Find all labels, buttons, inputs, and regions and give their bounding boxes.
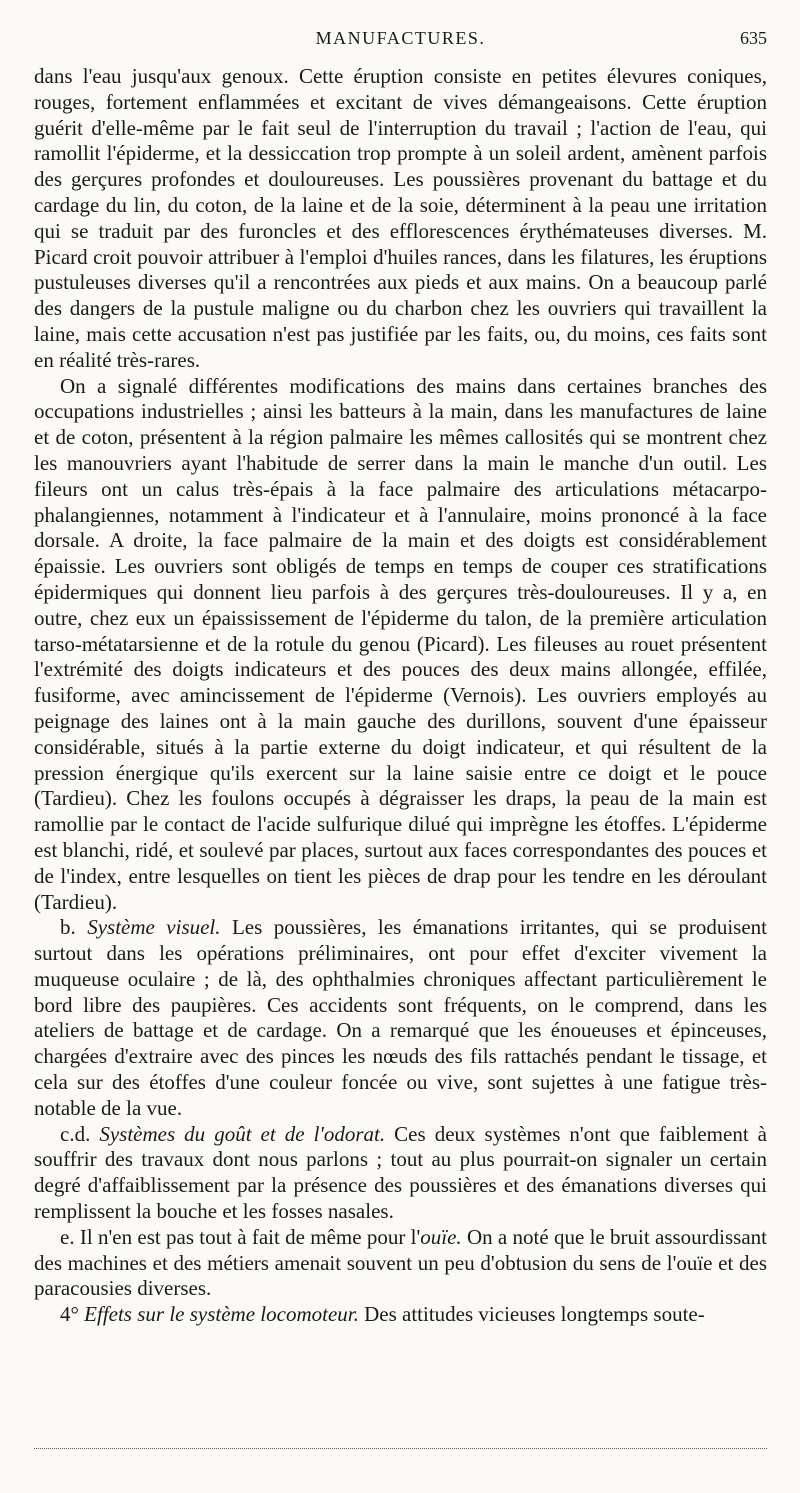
paragraph-text: Ces deux systèmes n'ont que faiblement à souffrir des travaux dont nous parlons ; tout au plus pourrait-on signaler un certain degré d'affaiblissement par la présence des poussières et des émanations diverses qui remplissent la bouche et les fosses nasales. [34,1121,768,1224]
section-heading: Effets sur le système locomoteur. [84,1302,359,1327]
paragraph-hand-modifications [34,374,767,916]
text-body [34,64,767,1328]
paragraph-locomotor-system [34,1302,767,1328]
paragraph-text: On a signalé différentes modifications des mains dans certaines branches des occupations industrielles ; ainsi les batteurs à la main, dans les manufactures de laine et de coton, présentent à la région palmaire les mêmes callosités qui se montrent chez les manouvriers ayant l'habitude de serrer dans la main le manche d'un outil. Les fileurs ont un calus très-épais à la face palmaire des articulations métacarpo-phalangiennes, notamment à l'indicateur et à l'annulaire, moins prononcé à la face dorsale. A droite, la face palmaire de la main et des doigts est considérablement épaissie. Les ouvriers sont obligés de temps en temps de couper ces stratifications épidermiques qui donnent lieu parfois à des gerçures très-douloureuses. Il y a, en outre, chez eux un épaississement de l'épiderme du talon, de la première articulation tarso-métatarsienne et de la rotule du genou (Picard). Les fileuses au rouet présentent l'extrémité des doigts indicateurs et des pouces des deux mains allongée, effilée, fusiforme, avec amincissement de l'épiderme (Vernois). Les ouvriers employés au peignage des laines ont à la main gauche des durillons, souvent d'une épaisseur considérable, situés à la partie externe du doigt indicateur, et qui résultent de la pression énergique qu'ils exercent sur la laine saisie entre ce doigt et le pouce (Tardieu). Chez les foulons occupés à dégraisser les draps, la peau de la main est ramollie par le contact de l'acide sulfurique dilué qui imprègne les étoffes. L'épiderme est blanchi, ridé, et soulevé par places, surtout aux faces correspondantes des pouces et de l'index, entre lesquelles on tient les pièces de drap pour les tendre en les déroulant (Tardieu). [34,373,767,914]
paragraph-skin-eruptions [34,64,767,374]
section-heading: ouïe. [420,1224,462,1249]
paragraph-text: Des attitudes vicieuses longtemps soute- [358,1302,705,1327]
paragraph-hearing [34,1225,767,1302]
paragraph-text: Les poussières, les émanations irritantes, qui se produisent surtout dans les opérations préliminaires, ont pour effet d'exciter vivement la muqueuse oculaire ; de là, des ophthalmies chroniques affectant particulièrement le bord libre des paupières. Ces accidents sont fréquents, on le comprend, dans les ateliers de battage et de cardage. On a remarqué que les énoueuses et épinceuses, chargées d'extraire avec des pinces les nœuds des fils rattachés pendant le tissage, et cela sur des étoffes d'une couleur foncée ou vive, sont sujettes à une fatigue très-notable de la vue. [34,915,768,1120]
section-heading: Système visuel. [87,915,221,940]
running-title: MANUFACTURES. [315,28,486,48]
section-lead: e. Il n'en est pas tout à fait de même pour l' [60,1224,421,1249]
paragraph-text: dans l'eau jusqu'aux genoux. Cette éruption consiste en petites élevures coniques, rouges, fortement enflammées et excitant de vives démangeaisons. Cette éruption guérit d'elle-même par le fait seul de l'interruption du travail ; l'action de l'eau, qui ramollit l'épiderme, et la dessiccation trop prompte à un soleil ardent, amènent parfois des gerçures profondes et douloureuses. Les poussières provenant du battage et du cardage du lin, du coton, de la laine et de la soie, déterminent à la peau une irritation qui se traduit par des furoncles et des efflorescences érythémateuses diverses. M. Picard croit pouvoir attribuer à l'emploi d'huiles rances, dans les filatures, les éruptions pustuleuses diverses qu'il a rencontrées aux pieds et aux mains. On a beaucoup parlé des dangers de la pustule maligne ou du charbon chez les ouvriers qui travaillent la laine, mais cette accusation n'est pas justifiée par les faits, ou, du moins, ces faits sont en réalité très-rares. [34,64,767,372]
paragraph-text: On a noté que le bruit assourdissant des machines et des métiers amenait souvent un peu d'obtusion du sens de l'ouïe et des paracousies diverses. [34,1224,767,1301]
section-heading: Systèmes du goût et de l'odorat. [99,1121,386,1146]
section-lead: 4° [60,1302,85,1327]
page-number: 635 [740,28,767,48]
paragraph-visual-system [34,915,767,1121]
paragraph-taste-smell [34,1122,767,1225]
running-header [34,28,767,56]
footnote-separator [34,1448,767,1449]
section-lead: b. [60,915,88,940]
section-lead: c.d. [60,1121,100,1146]
